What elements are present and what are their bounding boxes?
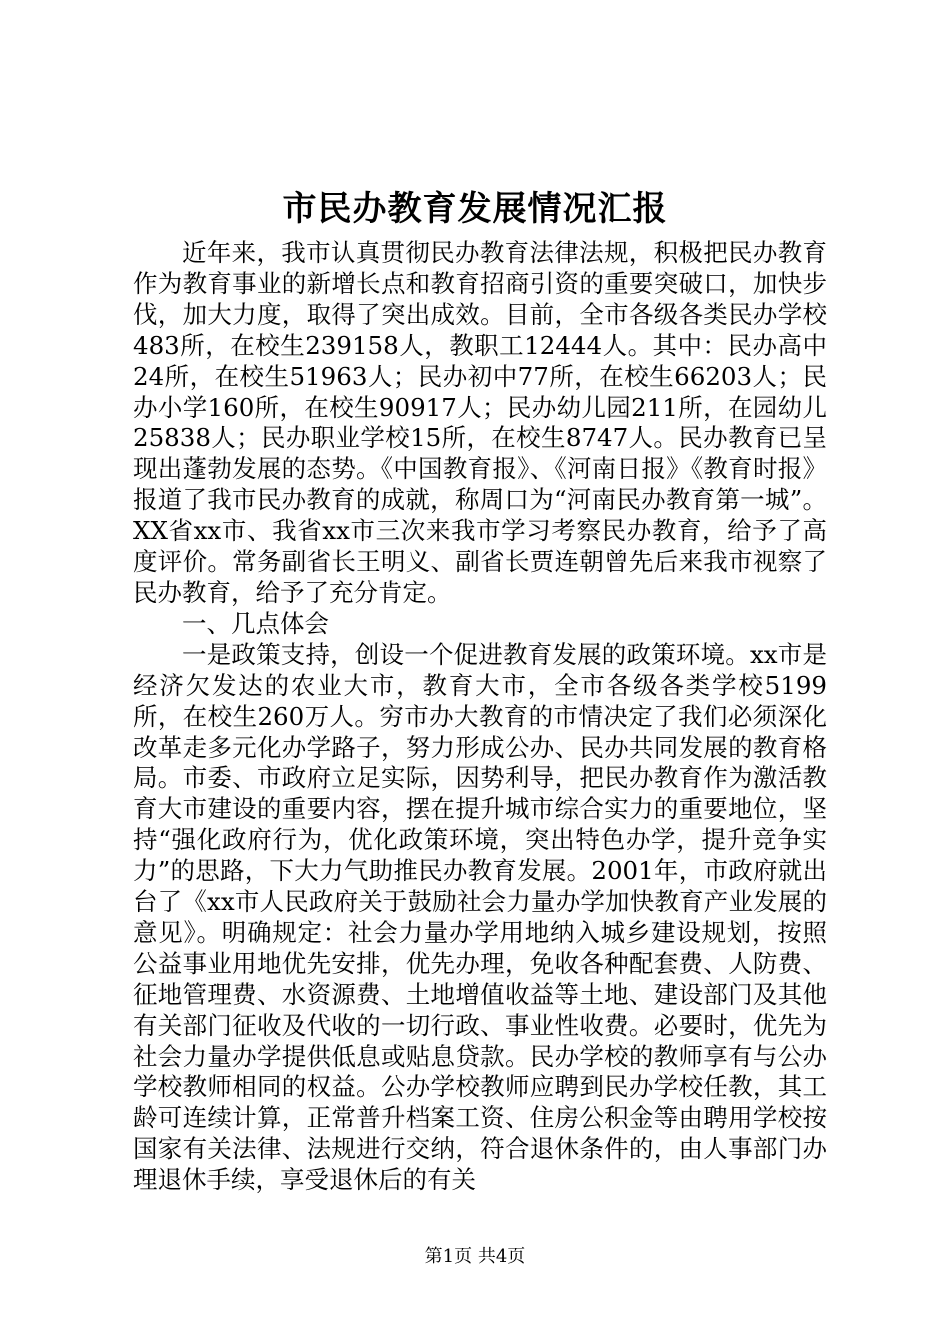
paragraph-policy-support: 一是政策支持，创设一个促进教育发展的政策环境。xx市是经济欠发达的农业大市，教育大市，全市各级各类学校5199所，在校生260万人。穷市办大教育的市情决定了我们必须深化改革走多元化办学路子，努力形成公办、民办共同发展的教育格局。市委、市政府立足实际，因势利导，把民办教育作为激活教育大市建设的重要内容，摆在提升城市综合实力的重要地位，坚持“强化政府行为，优化政策环境，突出特色办学，提升竞争实力”的思路，下大力气助推民办教育发展。2001年，市政府就出台了《xx市人民政府关于鼓励社会力量办学加快教育产业发展的意见》。明确规定：社会力量办学用地纳入城乡建设规划，按照公益事业用地优先安排，优先办理，免收各种配套费、人防费、征地管理费、水资源费、土地增值收益等土地、建设部门及其他有关部门征收及代收的一切行政、事业性收费。必要时，优先为社会力量办学提供低息或贴息贷款。民办学校的教师享有与公办学校教师相同的权益。公办学校教师应聘到民办学校任教，其工龄可连续计算，正常普升档案工资、住房公积金等由聘用学校按国家有关法律、法规进行交纳，符合退休条件的，由人事部门办理退休手续，享受退休后的有关	[133, 639, 827, 1195]
section-heading: 一、几点体会	[182, 608, 329, 638]
paragraph-intro: 近年来，我市认真贯彻民办教育法律法规，积极把民办教育作为教育事业的新增长点和教育招商引资的重要突破口，加快步伐，加大力度，取得了突出成效。目前，全市各级各类民办学校483所，在校生239158人，教职工12444人。其中：民办高中24所，在校生51963人；民办初中77所，在校生66203人；民办小学160所，在校生90917人；民办幼儿园211所，在园幼儿25838人；民办职业学校15所，在校生8747人。民办教育已呈现出蓬勃发展的态势。《中国教育报》、《河南日报》《教育时报》报道了我市民办教育的成就，称周口为“河南民办教育第一城”。XX省xx市、我省xx市三次来我市学习考察民办教育，给予了高度评价。常务副省长王明义、副省长贾连朝曾先后来我市视察了民办教育，给予了充分肯定。	[133, 238, 827, 607]
document-body	[133, 238, 827, 1196]
document-title: 市民办教育发展情况汇报	[282, 189, 668, 229]
page-number-footer: 第1页 共4页	[424, 1246, 526, 1267]
